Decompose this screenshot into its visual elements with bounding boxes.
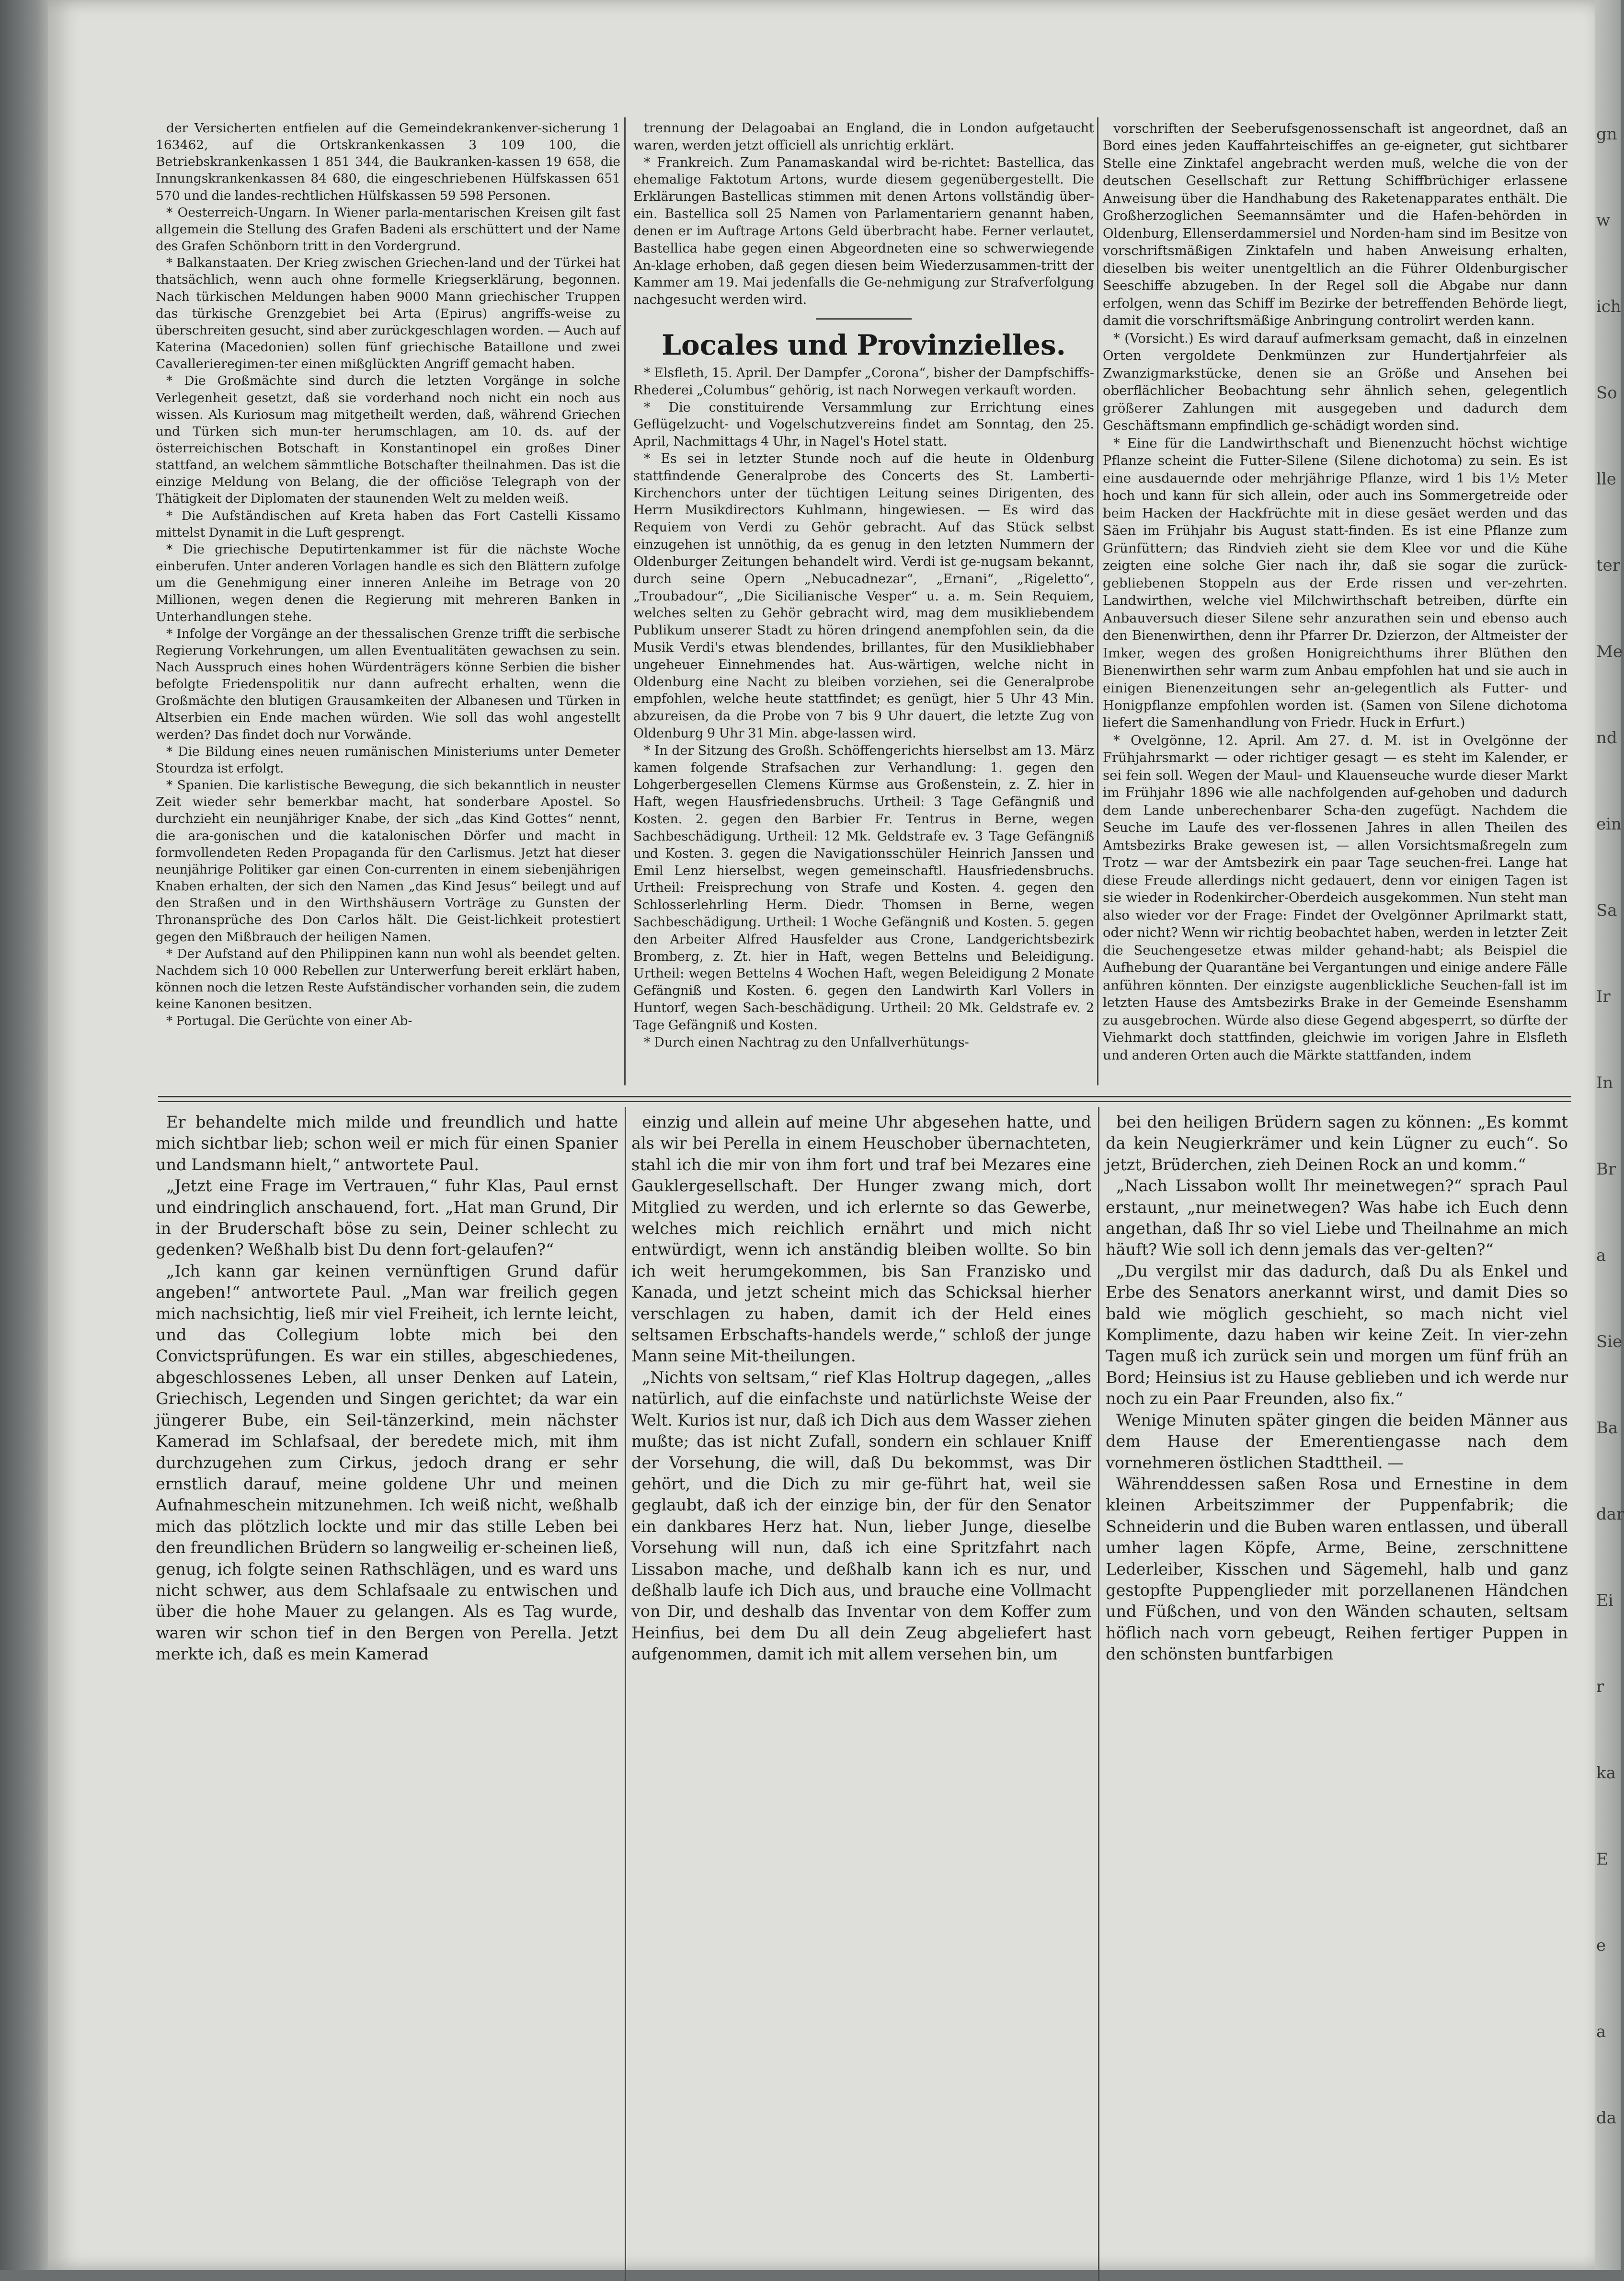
edge-text-fragment: lle [1596,470,1616,489]
feuilleton-paragraph: „Du vergilst mir das dadurch, daß Du als Enkel und Erbe des Senators anerkannt wirst, und damit Dies so bald wie möglich geschieht, so mach nicht viel Komplimente, dazu haben wir keine Zeit. In vier-zehn Tagen muß ich zurück sein und morgen um fünf früh an Bord; Heinsius ist zu Hause geblieben und ich werde nur noch zu ein Paar Freunden, also fix.“ [1106,1261,1568,1408]
feuilleton-paragraph: „Nach Lissabon wollt Ihr meinetwegen?“ sprach Paul erstaunt, „nur meinetwegen? Was habe ich Euch denn angethan, daß Ihr so viel Liebe und Theilnahme an mich häuft? Wie soll ich denn jemals das ver-gelten?“ [1106,1176,1568,1259]
edge-text-fragment: In [1596,1073,1613,1093]
news-column-3 [1103,120,1567,1083]
edge-text-fragment: E [1596,1850,1608,1869]
edge-text-fragment: ein [1596,815,1622,834]
local-news-paragraph: * Elsfleth, 15. April. Der Dampfer „Corona“, bisher der Dampfschiffs-Rhederei „Columbus“ gehörig, ist nach Norwegen verkauft worden. [633,365,1094,398]
separator-rule [816,318,912,320]
edge-text-fragment: So [1596,383,1617,403]
page-fold-shadow [0,0,53,2270]
edge-text-fragment: Sa [1596,901,1617,920]
feuilleton-divider [158,1096,1571,1102]
edge-text-fragment: ka [1596,1763,1616,1783]
local-news-paragraph: vorschriften der Seeberufsgenossenschaft ist angeordnet, daß an Bord eines jeden Kauffahrteischiffes an ge-eigneter, gut sichtbarer Stelle eine Zinktafel angebracht werden muß, welche die von der deutschen Gesellschaft zur Rettung Schiffbrüchiger erlassene Anweisung über die Handhabung des Raketenapparates enthält. Die Großherzoglichen Seemannsämter und die Hafen-behörden in Oldenburg, Ellenserdammersiel und Norden-ham sind im Besitze von vorschriftsmäßigen Zinktafeln und haben Anweisung erhalten, dieselben bis weiter unentgeltlich an die Führer Oldenburgischer Seeschiffe abzugeben. In der Regel soll die Abgabe nur dann erfolgen, wenn das Schiff im Bezirke der betreffenden Behörde liegt, damit die vorschriftsmäßige Anbringung controlirt werden kann. [1103,121,1567,329]
news-paragraph: * Oesterreich-Ungarn. In Wiener parla-mentarischen Kreisen gilt fast allgemein die Stellung des Grafen Badeni als erschüttert und der Name des Grafen Schönborn tritt in den Vordergrund. [156,205,620,254]
local-news-paragraph: * Ovelgönne, 12. April. Am 27. d. M. ist in Ovelgönne der Frühjahrsmarkt — oder richtiger gesagt — es steht im Kalender, er sei fein soll. Wegen der Maul- und Klauenseuche wurde dieser Markt im Frühjahr 1896 wie alle nachfolgenden auf-gehoben und dadurch dem Lande unberechenbarer Scha-den zugefügt. Nachdem die Seuche im Laufe des ver-flossenen Jahres in allen Theilen des Amtsbezirks Brake gewesen ist, — allen Vorsichtsmaßregeln zum Trotz — war der Amtsbezirk ein paar Tage seuchen-frei. Lange hat diese Freude allerdings nicht gedauert, denn vor einigen Tagen ist sie wieder in Rodenkircher-Oberdeich ausgekommen. Nun steht man also wieder vor der Frage: Findet der Ovelgönner Aprilmarkt statt, oder nicht? Wenn wir richtig beobachtet haben, werden in letzter Zeit die Seuchengesetze etwas milder gehand-habt; als Beispiel die Aufhebung der Quarantäne bei Vergantungen und einige andere Fälle anführen könnten. Der einzigste augenblickliche Seuchen-fall ist im letzten Hause des Amtsbezirks Brake in der Gemeinde Esenshamm zu ausgebrochen. Würde also diese Gegend abgesperrt, so dürfte der Viehmarkt doch stattfinden, gleichwie im vorigen Jahre in Elsfleth und anderen Orten auch die Märkte stattfanden, indem [1103,732,1567,1063]
edge-text-fragment: a [1596,1246,1606,1265]
news-paragraph: * Balkanstaaten. Der Krieg zwischen Griechen-land und der Türkei hat thatsächlich, wenn auch ohne formelle Kriegserklärung, begonnen. Nach türkischen Meldungen haben 9000 Mann griechischer Truppen das türkische Grenzgebiet bei Arta (Epirus) angriffs-weise zu überschreiten gesucht, sind aber zurückgeschlagen worden. — Auch auf Katerina (Macedonien) sollen fünf griechische Bataillone und zwei Cavallerieregimen-ter einen mißglückten Angriff gemacht haben. [156,255,620,372]
news-paragraph: * Frankreich. Zum Panamaskandal wird be-richtet: Bastellica, das ehemalige Faktotum Artons, wurde diesem gegenübergestellt. Die Erklärungen Bastellicas stimmen mit denen Artons vollständig über-ein. Bastellica soll 25 Namen von Parlamentariern genannt haben, denen er im Auftrage Artons Geld überbracht habe. Ferner verlautet, Bastellica habe gegen einen Abgeordneten eine so schwerwiegende An-klage erhoben, daß gegen diesen beim Wiederzusammen-tritt der Kammer am 19. Mai jedenfalls die Ge-nehmigung zur Strafverfolgung nachgesucht werden wird. [633,155,1094,308]
edge-text-fragment: a [1596,2022,1606,2041]
edge-text-fragment: Ba [1596,1418,1618,1438]
local-news-paragraph: * Die constituirende Versammlung zur Errichtung eines Geflügelzucht- und Vogelschutzvereins findet am Sonntag, den 25. April, Nachmittags 4 Uhr, in Nagel's Hotel statt. [633,400,1094,449]
feuilleton-column-2 [631,1112,1091,2257]
news-paragraph: * Der Aufstand auf den Philippinen kann nun wohl als beendet gelten. Nachdem sich 10 000 Rebellen zur Unterwerfung bereit erklärt haben, können noch die letzen Reste Aufständischer vorhanden sein, die zudem keine Kanonen besitzen. [156,946,620,1012]
feuilleton-paragraph: „Ich kann gar keinen vernünftigen Grund dafür angeben!“ antwortete Paul. „Man war freilich gegen mich nachsichtig, ließ mir viel Freiheit, ich lernte leicht, und das Collegium lobte mich bei den Convictsprüfungen. Es war ein stilles, abgeschiedenes, abgeschlossenes Leben, all unser Denken auf Latein, Griechisch, Legenden und Singen gerichtet; da war ein jüngerer Bube, ein Seil-tänzerkind, mein nächster Kamerad im Schlafsaal, der beredete mich, mit ihm durchzugehen zum Cirkus, jedoch drang er sehr ernstlich darauf, meine goldene Uhr und meinen Aufnahmeschein mitzunehmen. Ich weiß nicht, weßhalb mich das plötzlich lockte und mir das stille Leben bei den freundlichen Brüdern so langweilig er-scheinen ließ, genug, ich folgte seinen Rathschlägen, und es ward uns nicht schwer, aus dem Schlafsaale zu entwischen und über die hohe Mauer zu gelangen. Als es Tag wurde, waren wir schon tief in den Bergen von Perella. Jetzt merkte ich, daß es mein Kamerad [156,1261,618,1664]
local-news-paragraph: * Eine für die Landwirthschaft und Bienenzucht höchst wichtige Pflanze scheint die Futter-Silene (Silene dichotoma) zu sein. Es ist eine ausdauernde oder mehrjährige Pflanze, wird 1 bis 1½ Meter hoch und kann für sich allein, oder auch ins Sommergetreide oder beim Hacken der Hackfrüchte mit in diese gesäet werden und das Säen im Frühjahr bis August statt-finden. Es ist eine Pflanze zum Grünfüttern; das Rindvieh zieht sie dem Klee vor und die Kühe zeigten eine solche Gier nach ihr, daß sie sogar die zurück-gebliebenen Stoppeln aus der Erde rissen und ver-zehrten. Landwirthen, welche viel Milchwirthschaft betreiben, dürfte ein Anbauversuch dieser Silene sehr anzurathen sein und ebenso auch den Bienenwirthen, denn ihr Pfarrer Dr. Dzierzon, der Altmeister der Imker, wegen des großen Honigreichthums ihrer Blüthen den Bienenwirthen sehr warm zum Anbau empfohlen hat und sie auch in einigen Bienenzeitungen sehr an-gelegentlich als Futter- und Honigpflanze empfohlen worden ist. (Samen von Silene dichotoma liefert die Samenhandlung von Friedr. Huck in Erfurt.) [1103,435,1567,731]
feuilleton-paragraph: einzig und allein auf meine Uhr abgesehen hatte, und als wir bei Perella in einem Heuschober übernachteten, stahl ich die mir von ihm fort und traf bei Mezares eine Gauklergesellschaft. Der Hunger zwang mich, dort Mitglied zu werden, und ich erlernte so das Gewerbe, welches mich reichlich ernährt und mich nicht entwürdigt, wenn ich anständig bleiben wollte. So bin ich weit herumgekommen, bis San Franzisko und Kanada, und jetzt scheint mich das Schicksal hierher verschlagen zu haben, damit ich der Held eines seltsamen Erbschafts-handels werde,“ schloß der junge Mann seine Mit-theilungen. [631,1113,1091,1366]
edge-text-fragment: dar [1596,1505,1624,1524]
column-rule [1098,1107,1099,2281]
edge-text-fragment: Br [1596,1160,1616,1179]
news-paragraph: der Versicherten entfielen auf die Gemeindekrankenver-sicherung 1 163462, auf die Ortskrankenkassen 3 109 100, die Betriebskrankenkassen 1 851 344, die Baukranken-kassen 19 658, die Innungskrankenkassen 84 680, die eingeschriebenen Hülfskassen 651 570 und die landes-rechtlichen Hülfskassen 59 598 Personen. [156,121,620,203]
feuilleton-paragraph: „Nichts von seltsam,“ rief Klas Holtrup dagegen, „alles natürlich, auf die einfachste und natürlichste Weise der Welt. Kurios ist nur, daß ich Dich aus dem Wasser ziehen mußte; das ist nicht Zufall, sondern ein schlauer Kniff der Vorsehung, die will, daß Du bekommst, was Dir gehört, und die Dich zu mir ge-führt hat, weil sie geglaubt, daß ich der einzige bin, der für den Senator ein dankbares Herz hat. Nun, lieber Junge, dieselbe Vorsehung will nun, daß ich eine Spritzfahrt nach Lissabon mache, und deßhalb kann ich es nur, und deßhalb laufe ich Dich aus, und brauche eine Vollmacht von Dir, und deshalb das Inventar von dem Koffer zum Heinfius, bei dem Du all dein Zeug abgeliefert hast aufgenommen, damit ich mit allem versehen bin, um [631,1368,1091,1664]
edge-text-fragment: Ir [1596,987,1611,1006]
news-column-2 [633,120,1094,1083]
news-paragraph: * Die Großmächte sind durch die letzten Vorgänge in solche Verlegenheit gesetzt, daß sie vorderhand noch nicht ein noch aus wissen. Als Kuriosum mag mitgetheilt werden, daß, während Griechen und Türken sich mun-ter herumschlagen, am 10. ds. auf der österreichischen Botschaft in Konstantinopel ein großes Diner stattfand, an welchem sämmtliche Botschafter theilnahmen. Das ist die einzige Meldung von Belang, die der officiöse Telegraph von der Thätigkeit der Diplomaten der staunenden Welt zu melden weiß. [156,373,620,507]
local-news-paragraph: * Durch einen Nachtrag zu den Unfallverhütungs- [644,1035,969,1050]
feuilleton-paragraph: „Jetzt eine Frage im Vertrauen,“ fuhr Klas, Paul ernst und eindringlich anschauend, fort. „Hat man Grund, Dir in der Bruderschaft böse zu sein, Deiner schlecht zu gedenken? Weßhalb bist Du denn fort-gelaufen?“ [156,1176,618,1259]
next-page-edge [1595,0,1624,2270]
news-paragraph: * Infolge der Vorgänge an der thessalischen Grenze trifft die serbische Regierung Vorkehrungen, um allen Eventualitäten gewachsen zu sein. Nach Ausspruch eines hohen Würdenträgers könne Serbien die bisher befolgte Friedenspolitik nur dann aufrecht erhalten, wenn die Großmächte den blutigen Grausamkeiten der Albanesen und Türken in Altserbien ein Ende machen würden. Wie soll das wohl angestellt werden? Das findet doch nur Vorwände. [156,626,620,742]
news-paragraph: * Die griechische Deputirtenkammer ist für die nächste Woche einberufen. Unter anderen Vorlagen handle es sich den Blättern zufolge um die Genehmigung einer inneren Anleihe im Betrage von 20 Millionen, wegen denen die Regierung mit mehreren Banken in Unterhandlungen stehe. [156,541,620,624]
column-rule [1097,117,1098,1085]
edge-text-fragment: da [1596,2108,1617,2128]
feuilleton-column-1 [156,1112,618,2257]
news-paragraph: * Spanien. Die karlistische Bewegung, die sich bekanntlich in neuster Zeit wieder sehr bemerkbar macht, hat sonderbare Apostel. So durchzieht ein neunjähriger Knabe, der sich „das Kind Gottes“ nennt, die ara-gonischen und die katalonischen Dörfer und macht in formvollendeten Reden Propaganda für den Carlismus. Jetzt hat dieser neunjährige Politiker gar einen Con-currenten in einem siebenjährigen Knaben erhalten, der sich den Namen „das Kind Jesus“ beilegt und auf den Straßen und in den Wirthshäusern Vorträge zu Gunsten der Thronansprüche des Don Carlos hält. Die Geist-lichkeit protestiert gegen den Mißbrauch der heiligen Namen. [156,778,620,945]
edge-text-fragment: r [1596,1677,1604,1696]
news-column-1 [156,120,620,1059]
column-rule [625,1107,626,2281]
column-rule [624,117,626,1085]
edge-text-fragment: Sie [1596,1332,1623,1351]
feuilleton-column-3 [1106,1112,1568,2257]
news-column-2-top [633,120,1094,309]
news-paragraph: trennung der Delagoabai an England, die in London aufgetaucht waren, werden jetzt officiell als unrichtig erklärt. [633,121,1094,153]
edge-text-fragment: ter [1596,556,1621,575]
section-heading: Locales und Provinzielles. [662,328,1066,361]
edge-text-fragment: Me [1596,642,1623,661]
news-paragraph: * Portugal. Die Gerüchte von einer Ab- [166,1014,412,1029]
edge-text-fragment: w [1596,211,1611,230]
news-column-2-local [633,365,1094,1051]
feuilleton-paragraph: Währenddessen saßen Rosa und Ernestine in dem kleinen Arbeitszimmer der Puppenfabrik; die Schneiderin und die Buben waren entlassen, und überall umher lagen Köpfe, Arme, Beine, zerschnittene Lederleiber, Kisschen und Sägemehl, halb und ganz gestopfte Puppenglieder mit porzellanenen Händchen und Füßchen, und von den Wänden schauten, seltsam höflich nach vorn gebeugt, Reihen fertiger Puppen in den schönsten buntfarbigen [1106,1474,1568,1664]
feuilleton-paragraph: bei den heiligen Brüdern sagen zu können: „Es kommt da kein Neugierkrämer und kein Lügner zu euch“. So jetzt, Brüderchen, zieh Deinen Rock an und komm.“ [1106,1113,1568,1174]
edge-text-fragment: Ei [1596,1591,1613,1610]
local-news-paragraph: * In der Sitzung des Großh. Schöffengerichts hierselbst am 13. März kamen folgende Strafsachen zur Verhandlung: 1. gegen den Lohgerbergesellen Clemens Kürmse aus Großenstein, z. Z. hier in Haft, wegen Hausfriedensbruchs. Urtheil: 3 Tage Gefängniß und Kosten. 2. gegen den Barbier Fr. Tentrus in Berne, wegen Sachbeschädigung. Urtheil: 12 Mk. Geldstrafe ev. 3 Tage Gefängniß und Kosten. 3. gegen die Navigationsschüler Heinrich Janssen und Emil Lenz hierselbst, wegen gemeinschaftl. Hausfriedensbruchs. Urtheil: Freisprechung von Strafe und Kosten. 4. gegen den Schlosserlehrling Herm. Diedr. Thomsen in Berne, wegen Sachbeschädigung. Urtheil: 1 Woche Gefängniß und Kosten. 5. gegen den Arbeiter Alfred Hausfelder aus Crone, Landgerichtsbezirk Bromberg, z. Zt. hier in Haft, wegen Bettelns und Beleidigung. Urtheil: wegen Bettelns 4 Wochen Haft, wegen Beleidigung 2 Monate Gefängniß und Kosten. 6. gegen den Landwirth Karl Vollers in Huntorf, wegen Sach-beschädigung. Urtheil: 20 Mk. Geldstrafe ev. 2 Tage Gefängniß und Kosten. [633,743,1094,1033]
edge-text-fragment: nd [1596,728,1617,748]
local-news-paragraph: * (Vorsicht.) Es wird darauf aufmerksam gemacht, daß in einzelnen Orten vergoldete Denkmünzen zur Hundertjahrfeier als Zwanzigmarkstücke, denen sie an Größe und Ansehen bei oberflächlicher Beobachtung sehr ähnlich sehen, gelegentlich größerer Zahlungen mit ausgegeben und dadurch dem Geschäftsmann empfindlich ge-schädigt worden sind. [1103,330,1567,434]
feuilleton-paragraph: Wenige Minuten später gingen die beiden Männer aus dem Hause der Emerentiengasse nach dem vornehmeren östlichen Stadttheil. — [1106,1410,1568,1472]
news-paragraph: * Die Aufständischen auf Kreta haben das Fort Castelli Kissamo mittelst Dynamit in die Luft gesprengt. [156,508,620,540]
news-paragraph: * Die Bildung eines neuen rumänischen Ministeriums unter Demeter Stourdza ist erfolgt. [156,744,620,776]
local-news-paragraph: * Es sei in letzter Stunde noch auf die heute in Oldenburg stattfindende Generalprobe des Concerts des St. Lamberti-Kirchenchors unter der tüchtigen Leitung seines Dirigenten, des Herrn Musikdirectors Kuhlmann, hingewiesen. — Es wird das Requiem von Verdi zu Gehör gebracht. Auf das Stück selbst einzugehen ist unnöthig, da es genug in den letzten Nummern der Oldenburger Zeitungen behandelt wird. Verdi ist ge-nugsam bekannt, durch seine Opern „Nebucadnezar“, „Ernani“, „Rigeletto“, „Troubadour“, „Die Sicilianische Vesper“ u. a. m. Sein Requiem, welches selten zu Gehör gebracht wird, mag dem musikliebendem Publikum unserer Stadt zu hören dringend anempfohlen sein, da die Musik Verdi's etwas blendendes, brillantes, für den Musikliebhaber ungeheuer Einnehmendes hat. Aus-wärtigen, welche nicht in Oldenburg eine Nacht zu bleiben vorziehen, sei die Generalprobe empfohlen, welche heute stattfindet; es genügt, hier 5 Uhr 43 Min. abzureisen, da die Probe von 7 bis 9 Uhr dauert, die letzte Zug von Oldenburg 9 Uhr 31 Min. abge-lassen wird. [633,451,1094,741]
edge-text-fragment: gn [1596,125,1617,144]
edge-text-fragment: e [1596,1936,1606,1955]
edge-text-fragment: ich [1596,297,1621,316]
feuilleton-paragraph: Er behandelte mich milde und freundlich und hatte mich sichtbar lieb; schon weil er mich für einen Spanier und Landsmann hielt,“ antwortete Paul. [156,1113,618,1174]
